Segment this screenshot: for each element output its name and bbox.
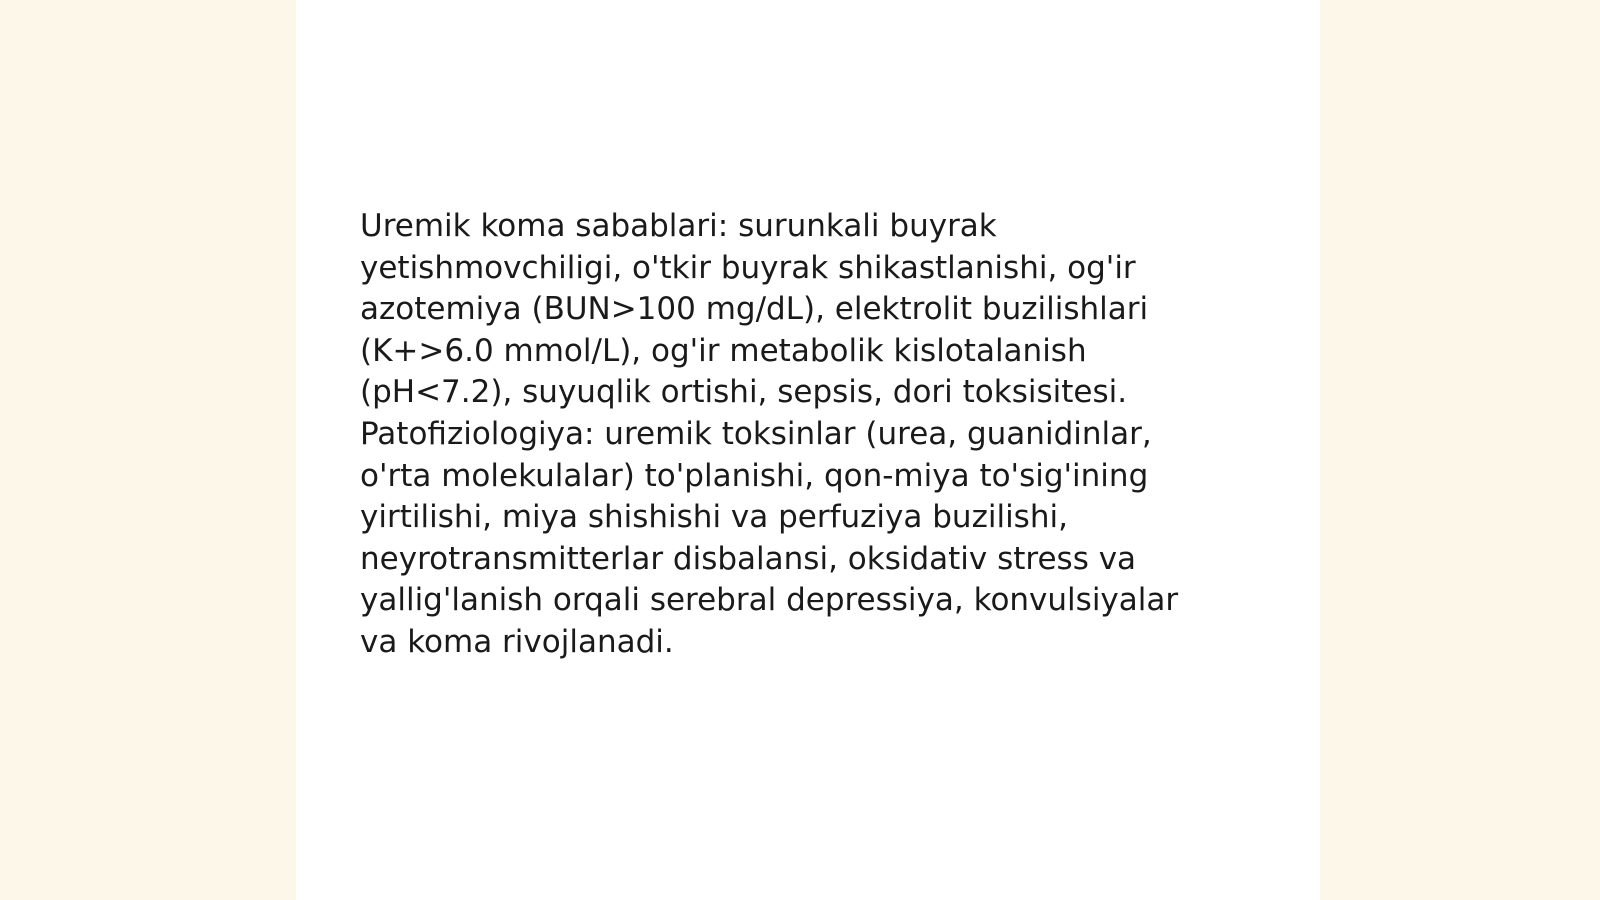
paragraph-line: azotemiya (BUN>100 mg/dL), elektrolit buzilishlari bbox=[360, 291, 1149, 328]
document-page bbox=[296, 0, 1320, 900]
paragraph-line: (K+>6.0 mmol/L), og'ir metabolik kislotalanish bbox=[360, 332, 1087, 369]
paragraph-line: o'rta molekulalar) to'planishi, qon-miya to'sig'ining bbox=[360, 457, 1149, 494]
body-paragraph bbox=[360, 206, 1240, 664]
paragraph-line: yetishmovchiligi, o'tkir buyrak shikastlanishi, og'ir bbox=[360, 249, 1136, 286]
paragraph-line: (pH<7.2), suyuqlik ortishi, sepsis, dori toksisitesi. bbox=[360, 374, 1128, 411]
paragraph-line: yirtilishi, miya shishishi va perfuziya buzilishi, bbox=[360, 499, 1068, 536]
paragraph-line: neyrotransmitterlar disbalansi, oksidativ stress va bbox=[360, 540, 1137, 577]
paragraph-line: Patofiziologiya: uremik toksinlar (urea, guanidinlar, bbox=[360, 415, 1152, 452]
paragraph-line: yallig'lanish orqali serebral depressiya, konvulsiyalar bbox=[360, 582, 1179, 619]
paragraph-line: va koma rivojlanadi. bbox=[360, 623, 674, 660]
text-block bbox=[360, 206, 1240, 664]
paragraph-line: Uremik koma sabablari: surunkali buyrak bbox=[360, 208, 997, 244]
